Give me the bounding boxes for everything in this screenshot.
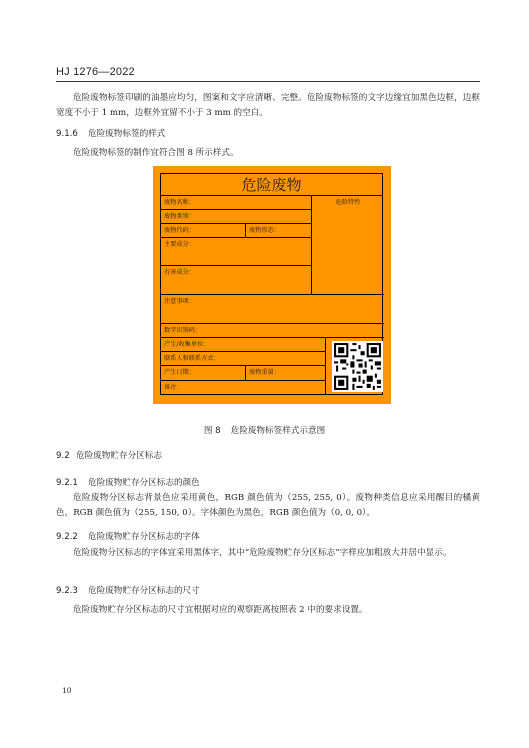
section-number: 9.2.3 [56, 586, 78, 596]
label-title: 危险废物 [161, 174, 382, 196]
field-waste-code: 废物代码： [161, 224, 245, 238]
field-waste-weight: 废物重量： [245, 366, 325, 381]
figure-number: 图 8 [203, 426, 221, 436]
intro-paragraph: 危险废物标签印刷的油墨应均匀，图案和文字应清晰、完整。危险废物标签的文字边缘宜加黑色边框，边框宽度不小于 1 mm，边框外宜留不小于 3 mm 的空白。 [56, 93, 480, 118]
header-divider [56, 81, 480, 82]
section-9-2-heading [56, 449, 162, 461]
field-main-components: 主要成分： [161, 238, 311, 266]
page-number: 10 [62, 686, 72, 695]
section-title: 危险废物标签的样式 [88, 129, 166, 139]
section-number: 9.1.6 [56, 129, 78, 139]
field-waste-name: 废物名称： [161, 196, 311, 210]
field-waste-form: 废物形态： [245, 224, 311, 238]
field-contact: 联系人和联系方式： [161, 352, 325, 366]
section-9-2-1-heading [56, 476, 200, 488]
section-title: 危险废物贮存分区标志的尺寸 [88, 586, 200, 596]
section-title: 危险废物贮存分区标志的颜色 [88, 478, 200, 488]
field-production-date: 产生日期： [161, 366, 245, 381]
field-producer: 产生/收集单位： [161, 338, 325, 352]
hazardous-waste-label [153, 166, 391, 404]
standard-code: HJ 1276—2022 [56, 66, 135, 78]
section-9-2-2-heading [56, 530, 200, 542]
field-digital-id: 数字识别码： [161, 324, 384, 338]
section-9-1-6-heading [56, 127, 165, 139]
section-9-2-3-heading [56, 584, 200, 596]
field-waste-category: 废物类别： [161, 210, 311, 224]
section-9-2-1-body: 危险废物分区标志背景色应采用黄色，RGB 颜色值为（255, 255, 0）。废物种类信息应采用醒目的橘黄色，RGB 颜色值为（255, 150, 0）。字体颜色为黑色，RGB 颜色值为（0, 0, 0）。 [56, 493, 480, 518]
section-title: 危险废物贮存分区标志 [76, 451, 162, 461]
field-precautions: 注意事项： [161, 295, 384, 324]
section-9-2-3-body: 危险废物贮存分区标志的尺寸宜根据对应的观察距离按照表 2 中的要求设置。 [73, 605, 368, 615]
section-number: 9.2.2 [56, 532, 78, 542]
field-remarks: 备注： [164, 384, 183, 391]
section-title: 危险废物贮存分区标志的字体 [88, 532, 200, 542]
section-9-1-6-body: 危险废物标签的制作宜符合图 8 所示样式。 [73, 148, 239, 158]
label-frame [160, 173, 383, 395]
qr-code-icon [332, 341, 383, 392]
section-number: 9.2 [56, 451, 70, 461]
section-9-2-2-body: 危险废物分区标志的字体宜采用黑体字，其中“危险废物贮存分区标志”字样应加粗放大并居中显示。 [73, 548, 452, 558]
section-number: 9.2.1 [56, 478, 78, 488]
figure-caption [0, 424, 529, 436]
figure-title: 危险废物标签样式示意图 [230, 426, 326, 436]
field-harmful-components: 有害成分： [161, 266, 311, 295]
field-hazard-characteristics: 危险特性 [311, 196, 384, 295]
